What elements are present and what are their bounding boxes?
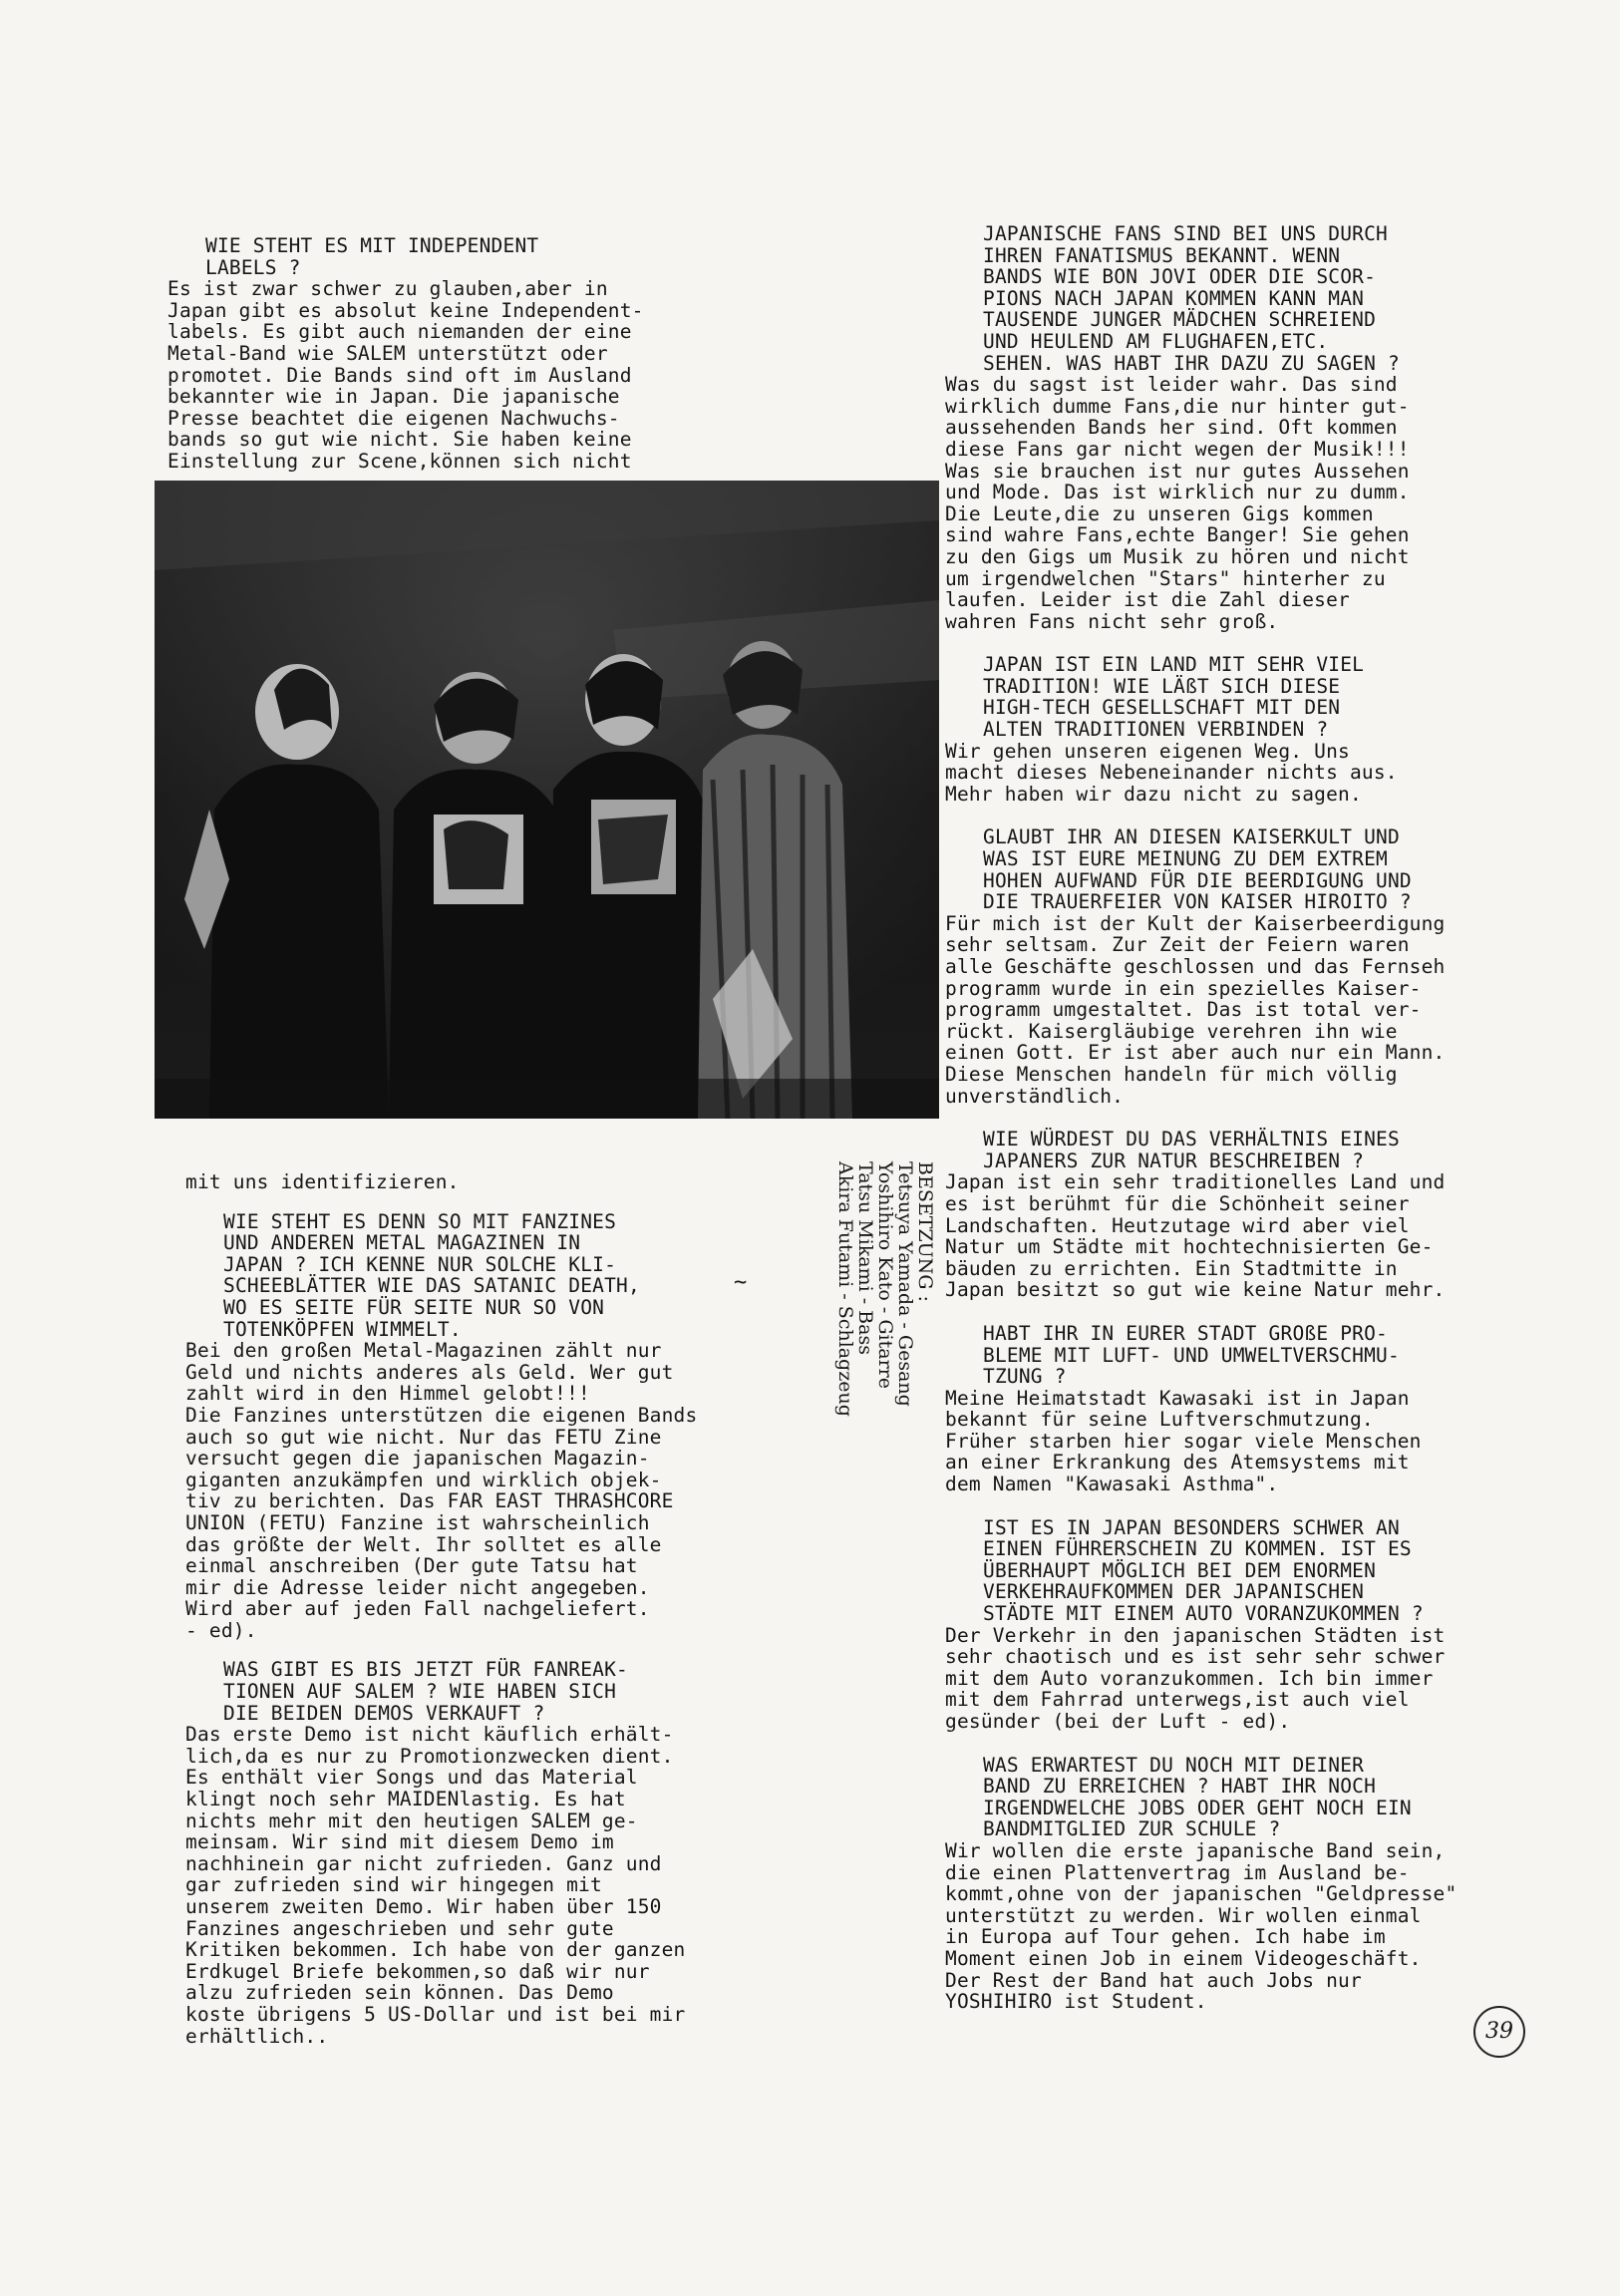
text-line: HOHEN AUFWAND FÜR DIE BEERDIGUNG UND	[983, 868, 1412, 892]
text-line: Mehr haben wir dazu nicht zu sagen.	[945, 782, 1362, 806]
text-line: IHREN FANATISMUS BEKANNT. WENN	[983, 243, 1341, 267]
text-line: rückt. Kaisergläubige verehren ihn wie	[945, 1019, 1398, 1043]
text-line: bekannter wie in Japan. Die japanische	[167, 385, 620, 409]
interview-answer	[185, 1171, 744, 1193]
text-line: ÜBERHAUPT MÖGLICH BEI DEM ENORMEN	[983, 1558, 1377, 1582]
text-line: TRADITION! WIE LÄßT SICH DIESE	[983, 674, 1341, 698]
lineup-title: BESETZUNG :	[914, 1161, 936, 1302]
interview-question	[185, 1659, 744, 1724]
text-line: SCHEEBLÄTTER WIE DAS SATANIC DEATH,	[223, 1274, 640, 1298]
interview-question	[945, 1755, 1503, 1840]
text-line: einen Gott. Er ist aber auch nur ein Mann.	[945, 1041, 1446, 1065]
interview-question	[167, 235, 726, 278]
text-line: mir die Adresse leider nicht angegeben.	[185, 1575, 650, 1599]
text-line: Es enthält vier Songs und das Material	[185, 1766, 638, 1790]
text-line: LABELS ?	[205, 255, 301, 279]
text-line: auch so gut wie nicht. Nur das FETU Zine	[185, 1425, 662, 1449]
text-line: JAPAN ? ICH KENNE NUR SOLCHE KLI-	[223, 1252, 617, 1276]
text-line: DIE BEIDEN DEMOS VERKAUFT ?	[223, 1701, 545, 1725]
text-line: es ist berühmt für die Schönheit seiner	[945, 1191, 1410, 1215]
text-line: mit uns identifizieren.	[185, 1170, 460, 1193]
interview-question	[945, 654, 1503, 740]
lineup-member-2: Yoshihiro Kato - Gitarre	[874, 1161, 896, 1389]
text-line: gar zufrieden sind wir hingegen mit	[185, 1873, 602, 1897]
text-line: sind wahre Fans,echte Banger! Sie gehen	[945, 523, 1410, 547]
interview-answer	[945, 374, 1503, 632]
text-line: VERKEHRAUFKOMMEN DER JAPANISCHEN	[983, 1580, 1365, 1604]
text-line: UND ANDEREN METAL MAGAZINEN IN	[223, 1231, 581, 1255]
text-line: Der Rest der Band hat auch Jobs nur	[945, 1968, 1362, 1992]
text-line: die einen Plattenvertrag im Ausland be-	[945, 1860, 1410, 1884]
text-line: bekannt für seine Luftverschmutzung.	[945, 1408, 1374, 1432]
text-line: dem Namen "Kawasaki Asthma".	[945, 1473, 1279, 1496]
text-line: SEHEN. WAS HABT IHR DAZU ZU SAGEN ?	[983, 351, 1400, 375]
text-line: sehr seltsam. Zur Zeit der Feiern waren	[945, 933, 1410, 957]
right-column	[945, 223, 1503, 2013]
text-line: Einstellung zur Scene,können sich nicht	[167, 449, 632, 473]
text-line: klingt noch sehr MAIDENlastig. Es hat	[185, 1788, 626, 1811]
interview-question	[945, 223, 1503, 374]
text-line: macht dieses Nebeneinander nichts aus.	[945, 761, 1398, 785]
text-line: unserem zweiten Demo. Wir haben über 150	[185, 1895, 662, 1918]
text-line: WIE WÜRDEST DU DAS VERHÄLTNIS EINES	[983, 1128, 1400, 1151]
text-line: aussehenden Bands her sind. Oft kommen	[945, 416, 1398, 440]
text-line: Moment einen Job in einem Videogeschäft.	[945, 1946, 1422, 1970]
text-line: diese Fans gar nicht wegen der Musik!!!	[945, 437, 1410, 461]
text-line: in Europa auf Tour gehen. Ich habe im	[945, 1925, 1386, 1949]
text-line: Presse beachtet die eigenen Nachwuchs-	[167, 406, 620, 430]
text-line: lich,da es nur zu Promotionzwecken dient.	[185, 1744, 674, 1768]
text-line: Es ist zwar schwer zu glauben,aber in	[167, 277, 608, 301]
text-line: ALTEN TRADITIONEN VERBINDEN ?	[983, 718, 1329, 742]
text-line: WAS ERWARTEST DU NOCH MIT DEINER	[983, 1753, 1365, 1777]
text-line: JAPAN IST EIN LAND MIT SEHR VIEL	[983, 653, 1365, 677]
interview-answer	[945, 1840, 1503, 2013]
interview-answer	[945, 1625, 1503, 1733]
text-line: STÄDTE MIT EINEM AUTO VORANZUKOMMEN ?	[983, 1602, 1424, 1626]
text-line: Früher starben hier sogar viele Menschen	[945, 1429, 1422, 1453]
text-line: gesünder (bei der Luft - ed).	[945, 1710, 1291, 1733]
text-line: promotet. Die Bands sind oft im Ausland	[167, 363, 632, 387]
text-line: TOTENKÖPFEN WIMMELT.	[223, 1317, 462, 1341]
lineup-member-4: Akira Futami - Schlagzeug	[834, 1161, 856, 1417]
text-line: TZUNG ?	[983, 1365, 1067, 1389]
text-line: - ed).	[185, 1618, 257, 1642]
text-line: UND HEULEND AM FLUGHAFEN,ETC.	[983, 329, 1329, 353]
text-line: IRGENDWELCHE JOBS ODER GEHT NOCH EIN	[983, 1796, 1412, 1819]
text-line: laufen. Leider ist die Zahl dieser	[945, 588, 1350, 612]
interview-question	[945, 826, 1503, 912]
text-line: WIE STEHT ES DENN SO MIT FANZINES	[223, 1209, 617, 1233]
text-line: Diese Menschen handeln für mich völlig	[945, 1062, 1398, 1086]
text-line: zu den Gigs um Musik zu hören und nicht	[945, 544, 1410, 568]
text-line: nachhinein gar nicht zufrieden. Ganz und	[185, 1851, 662, 1875]
text-line: Geld und nichts anderes als Geld. Wer gut	[185, 1360, 674, 1384]
text-line: um irgendwelchen "Stars" hinterher zu	[945, 566, 1386, 590]
left-column-bottom	[185, 1171, 744, 2047]
text-line: tiv zu berichten. Das FAR EAST THRASHCORE	[185, 1489, 674, 1513]
text-line: unterstützt zu werden. Wir wollen einmal	[945, 1903, 1422, 1927]
text-line: bäuden zu errichten. Ein Stadtmitte in	[945, 1256, 1398, 1280]
text-line: WIE STEHT ES MIT INDEPENDENT	[205, 234, 539, 257]
text-line: zahlt wird in den Himmel gelobt!!!	[185, 1382, 590, 1406]
text-line: Japan gibt es absolut keine Independent-	[167, 298, 644, 322]
text-line: einmal anschreiben (Der gute Tatsu hat	[185, 1554, 638, 1578]
text-line: Wird aber auf jeden Fall nachgeliefert.	[185, 1597, 650, 1621]
text-line: GLAUBT IHR AN DIESEN KAISERKULT UND	[983, 825, 1400, 849]
text-line: sehr chaotisch und es ist sehr sehr schwer	[945, 1645, 1446, 1669]
text-line: kommt,ohne von der japanischen "Geldpresse"	[945, 1882, 1458, 1906]
text-line: an einer Erkrankung des Atemsystems mit	[945, 1451, 1410, 1475]
text-line: Japan besitzt so gut wie keine Natur mehr.	[945, 1278, 1446, 1302]
text-line: unverständlich.	[945, 1084, 1125, 1108]
text-line: erhältlich..	[185, 2024, 329, 2048]
text-line: WAS GIBT ES BIS JETZT FÜR FANREAK-	[223, 1658, 628, 1682]
lineup-member-3: Tatsu Mikami - Bass	[854, 1161, 876, 1355]
text-line: BANDMITGLIED ZUR SCHULE ?	[983, 1817, 1281, 1841]
text-line: Meine Heimatstadt Kawasaki ist in Japan	[945, 1386, 1410, 1410]
text-line: Natur um Städte mit hochtechnisierten Ge-	[945, 1235, 1434, 1259]
text-line: Fanzines angeschrieben und sehr gute	[185, 1916, 614, 1940]
text-line: wirklich dumme Fans,die nur hinter gut-	[945, 394, 1410, 418]
text-line: mit dem Auto voranzukommen. Ich bin immer	[945, 1666, 1434, 1690]
text-line: Der Verkehr in den japanischen Städten ist	[945, 1623, 1446, 1647]
text-line: Was sie brauchen ist nur gutes Aussehen	[945, 459, 1410, 483]
text-line: programm umgestaltet. Das ist total ver-	[945, 998, 1422, 1022]
text-line: BLEME MIT LUFT- UND UMWELTVERSCHMU-	[983, 1343, 1400, 1367]
text-line: Metal-Band wie SALEM unterstützt oder	[167, 341, 608, 365]
text-line: Kritiken bekommen. Ich habe von der ganzen	[185, 1938, 686, 1962]
text-line: YOSHIHIRO ist Student.	[945, 1990, 1207, 2014]
interview-answer	[945, 1171, 1503, 1301]
text-line: TIONEN AUF SALEM ? WIE HABEN SICH	[223, 1680, 617, 1704]
text-line: labels. Es gibt auch niemanden der eine	[167, 320, 632, 344]
text-line: EINEN FÜHRERSCHEIN ZU KOMMEN. IST ES	[983, 1537, 1412, 1561]
text-line: WAS IST EURE MEINUNG ZU DEM EXTREM	[983, 847, 1388, 871]
interview-question	[945, 1517, 1503, 1625]
text-line: wahren Fans nicht sehr groß.	[945, 609, 1279, 633]
text-line: programm wurde in ein spezielles Kaiser-	[945, 976, 1422, 1000]
stray-dash-mark: ~	[734, 1270, 748, 1295]
text-line: Bei den großen Metal-Magazinen zählt nur	[185, 1339, 662, 1363]
text-line: Wir gehen unseren eigenen Weg. Uns	[945, 739, 1350, 763]
interview-question	[945, 1129, 1503, 1171]
text-line: PIONS NACH JAPAN KOMMEN KANN MAN	[983, 286, 1365, 310]
band-lineup	[776, 1161, 935, 1630]
text-line: nichts mehr mit den heutigen SALEM ge-	[185, 1808, 638, 1832]
text-line: JAPANISCHE FANS SIND BEI UNS DURCH	[983, 222, 1388, 245]
text-line: UNION (FETU) Fanzine ist wahrscheinlich	[185, 1510, 650, 1534]
text-line: HIGH-TECH GESELLSCHAFT MIT DEN	[983, 696, 1341, 720]
interview-answer	[945, 913, 1503, 1107]
text-line: mit dem Fahrrad unterwegs,ist auch viel	[945, 1688, 1410, 1712]
text-line: das größte der Welt. Ihr solltet es alle	[185, 1532, 662, 1556]
page-number: 39	[1473, 2006, 1525, 2058]
text-line: JAPANERS ZUR NATUR BESCHREIBEN ?	[983, 1148, 1365, 1172]
text-line: IST ES IN JAPAN BESONDERS SCHWER AN	[983, 1515, 1400, 1539]
text-line: DIE TRAUERFEIER VON KAISER HIROITO ?	[983, 890, 1412, 914]
interview-answer	[167, 278, 726, 472]
text-line: Landschaften. Heutzutage wird aber viel	[945, 1213, 1410, 1237]
text-line: giganten anzukämpfen und wirklich objek-	[185, 1468, 662, 1491]
lineup-member-1: Tetsuya Yamada - Gesang	[894, 1161, 916, 1407]
interview-answer	[185, 1724, 744, 2047]
text-line: alle Geschäfte geschlossen und das Fernseh	[945, 955, 1446, 978]
text-line: Für mich ist der Kult der Kaiserbeerdigung	[945, 911, 1446, 935]
text-line: Was du sagst ist leider wahr. Das sind	[945, 373, 1398, 397]
interview-question	[945, 1323, 1503, 1388]
text-line: versucht gegen die japanischen Magazin-	[185, 1447, 650, 1471]
interview-question	[185, 1211, 744, 1341]
text-line: Die Leute,die zu unseren Gigs kommen	[945, 501, 1374, 525]
text-line: meinsam. Wir sind mit diesem Demo im	[185, 1830, 614, 1854]
left-column-top	[167, 235, 726, 473]
interview-answer	[945, 741, 1503, 806]
text-line: BAND ZU ERREICHEN ? HABT IHR NOCH	[983, 1775, 1377, 1799]
text-line: Die Fanzines unterstützen die eigenen Bands	[185, 1403, 698, 1427]
interview-answer	[945, 1388, 1503, 1495]
text-line: und Mode. Das ist wirklich nur zu dumm.	[945, 481, 1410, 504]
text-line: TAUSENDE JUNGER MÄDCHEN SCHREIEND	[983, 308, 1377, 332]
band-photo	[155, 481, 939, 1119]
text-line: bands so gut wie nicht. Sie haben keine	[167, 428, 632, 452]
text-line: BANDS WIE BON JOVI ODER DIE SCOR-	[983, 265, 1377, 289]
text-line: koste übrigens 5 US-Dollar und ist bei mir	[185, 2002, 686, 2026]
text-line: WO ES SEITE FÜR SEITE NUR SO VON	[223, 1295, 605, 1319]
text-line: Japan ist ein sehr traditionelles Land und	[945, 1170, 1446, 1194]
text-line: Erdkugel Briefe bekommen,so daß wir nur	[185, 1959, 650, 1983]
text-line: Wir wollen die erste japanische Band sein,	[945, 1838, 1446, 1862]
interview-answer	[185, 1340, 744, 1641]
text-line: HABT IHR IN EURER STADT GROßE PRO-	[983, 1321, 1388, 1345]
text-line: alzu zufrieden sein können. Das Demo	[185, 1981, 614, 2005]
text-line: Das erste Demo ist nicht käuflich erhält-	[185, 1723, 674, 1747]
